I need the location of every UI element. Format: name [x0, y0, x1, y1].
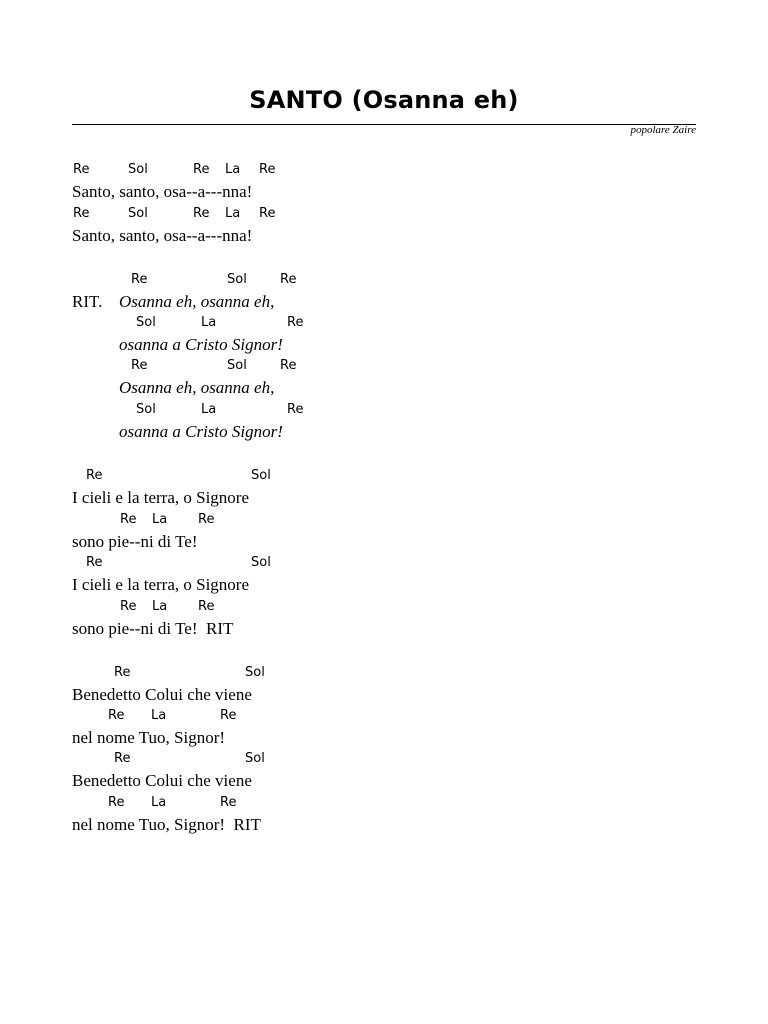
chord: Re [259, 162, 276, 177]
chord: Re [114, 665, 131, 680]
chord: Sol [136, 402, 156, 417]
chord: Sol [245, 665, 265, 680]
lyric-line: osanna a Cristo Signor! [119, 335, 283, 354]
chord: La [225, 162, 241, 177]
lyric-line: Santo, santo, osa--a---nna! [72, 226, 253, 245]
chord: Sol [245, 751, 265, 766]
chord: Sol [136, 315, 156, 330]
chord: La [225, 206, 241, 221]
chord: Re [73, 162, 90, 177]
chord: La [152, 599, 168, 614]
chord: La [151, 708, 167, 723]
chord: Re [220, 708, 237, 723]
chord: Re [86, 555, 103, 570]
chord: Sol [128, 206, 148, 221]
chord: Sol [128, 162, 148, 177]
lyric-line: Santo, santo, osa--a---nna! [72, 182, 253, 201]
lyric-line: nel nome Tuo, Signor! RIT [72, 815, 261, 834]
chord: Re [287, 315, 304, 330]
lyric-line: sono pie--ni di Te! [72, 532, 198, 551]
chord: Re [220, 795, 237, 810]
lyric-line: Benedetto Colui che viene [72, 771, 252, 790]
chord: Sol [227, 272, 247, 287]
lyric-line: Osanna eh, osanna eh, [119, 292, 275, 311]
chord: Sol [251, 468, 271, 483]
chord: La [201, 402, 217, 417]
page-title: SANTO (Osanna eh) [249, 86, 519, 114]
chord: Re [131, 272, 148, 287]
lyric-line: osanna a Cristo Signor! [119, 422, 283, 441]
chord: La [152, 512, 168, 527]
chord: Re [287, 402, 304, 417]
chord: Re [73, 206, 90, 221]
song-author: popolare Zaire [630, 124, 696, 136]
chord: Sol [251, 555, 271, 570]
lyric-line: Osanna eh, osanna eh, [119, 378, 275, 397]
chord: Re [259, 206, 276, 221]
refrain-label: RIT. [72, 292, 103, 311]
lyric-line: I cieli e la terra, o Signore [72, 488, 250, 507]
chord: Re [198, 512, 215, 527]
chord: Re [193, 162, 210, 177]
chord: Re [193, 206, 210, 221]
chord: Re [280, 358, 297, 373]
chord: Re [108, 708, 125, 723]
chord: Re [198, 599, 215, 614]
chord: Re [131, 358, 148, 373]
title-divider [72, 124, 696, 125]
chord: Sol [227, 358, 247, 373]
chord: La [201, 315, 217, 330]
lyric-line: nel nome Tuo, Signor! [72, 728, 226, 747]
chord: Re [280, 272, 297, 287]
lyric-line: sono pie--ni di Te! RIT [72, 619, 234, 638]
lyric-line: I cieli e la terra, o Signore [72, 575, 250, 594]
chord: Re [120, 512, 137, 527]
chord: Re [108, 795, 125, 810]
chord: Re [114, 751, 131, 766]
chord: La [151, 795, 167, 810]
lyric-line: Benedetto Colui che viene [72, 685, 252, 704]
chord: Re [86, 468, 103, 483]
chord: Re [120, 599, 137, 614]
